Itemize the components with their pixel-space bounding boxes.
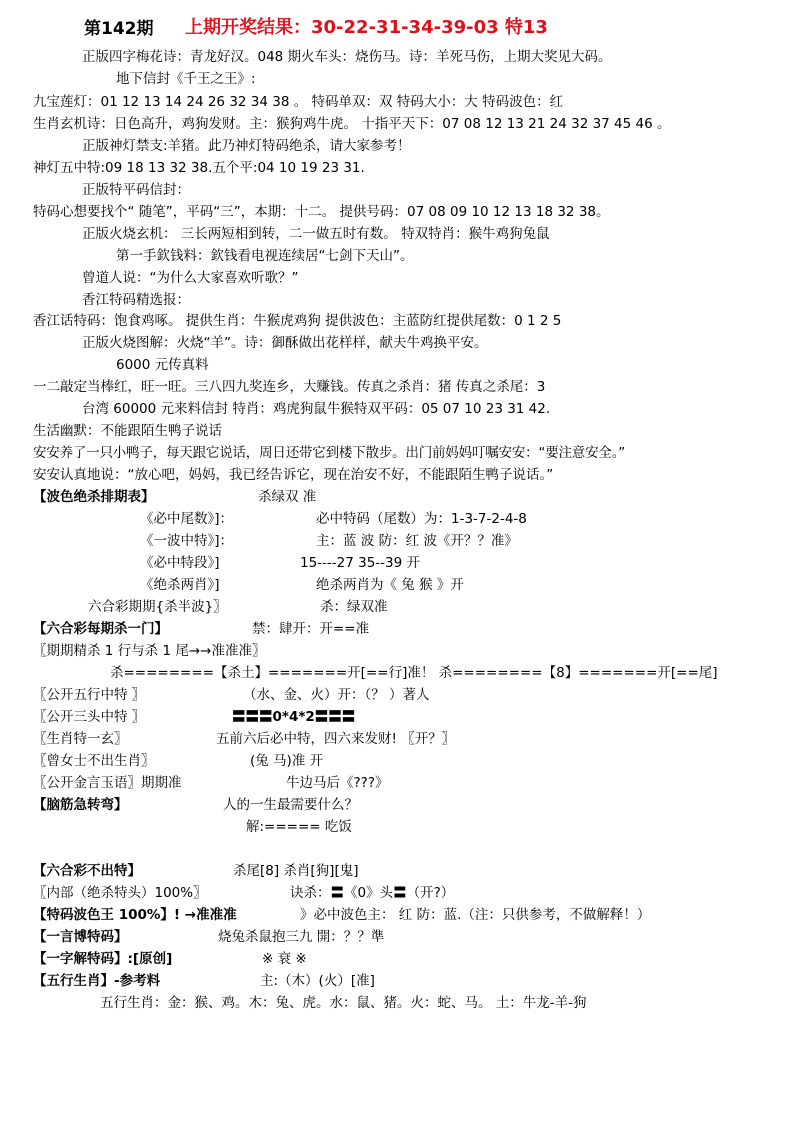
five-zodiac-heading: 【五行生肖】-参考料 (33, 973, 161, 989)
lotus-lamp-line: 九宝莲灯：01 12 13 14 24 26 32 34 38 。 特码单双：双 特码大小：大 特码波色：红 (33, 94, 564, 110)
five-element-value: （水、金、火）开：（？ ）著人 (243, 687, 430, 703)
segment-label: 《必中特段》] (140, 555, 220, 571)
zodiac-poem-line: 生肖玄机诗：日色高升，鸡狗发财。主：猴狗鸡牛虎。 十指平天下：07 08 12 13 21 24 32 37 45 46 。 (33, 116, 671, 132)
essay-line: 特码心想要找个“ 随笔”，平码“三”，本期：十二。 提供号码：07 08 09 10 12 13 18 32 38。 (33, 204, 610, 220)
five-element-label: 〖公开五行中特 〗 (33, 687, 146, 703)
riddle-question: 人的一生最需要什么？ (223, 797, 358, 813)
kill-door-value: 禁：肆开：开==准 (252, 621, 370, 637)
wave-value: 主：蓝 波 防：红 波《开？？准》 (316, 533, 518, 549)
madam-zeng-label: 〖曾女士不出生肖〗 (33, 753, 155, 769)
color-kill-heading: 【波色绝杀排期表】 (33, 489, 155, 505)
internal-kill-label: 〖内部（绝杀特头）100%〗 (33, 885, 207, 901)
envelope-line: 地下信封《千王之王》: (116, 71, 256, 87)
god-lamp-five-line: 神灯五中特:09 18 13 32 38.五个平:04 10 19 23 31. (33, 160, 365, 176)
golden-words-value: 牛边马后《???》 (286, 775, 389, 791)
hk-talk-line: 香江话特码：饱食鸡啄。 提供生肖：牛猴虎鸡狗 提供波色：主蓝防红提供尾数：0 1 2 5 (33, 313, 562, 329)
tail-value: 必中特码（尾数）为：1-3-7-2-4-8 (316, 511, 527, 527)
one-word-heading: 【一言博特码】 (33, 929, 128, 945)
humor-story-line-2: 安安认真地说：“放心吧，妈妈，我已经告诉它，现在治安不好，不能跟陌生鸭子说话。” (33, 467, 554, 483)
kill-two-label: 《绝杀两肖》] (140, 577, 220, 593)
riddle-answer: 解:===== 吃饭 (246, 819, 352, 835)
fax-content-line: 一二敲定当棒红，旺一旺。三八四九奖连乡，大赚钱。传真之杀肖：猪 传真之杀尾：3 (33, 379, 546, 395)
color-kill-value: 杀绿双 准 (258, 489, 317, 505)
god-lamp-ban-line: 正版神灯禁支:羊猪。此乃神灯特码绝杀，请大家参考！ (82, 138, 411, 154)
no-special-heading: 【六合彩不出特】 (33, 863, 141, 879)
five-zodiac-list: 五行生肖：金：猴、鸡。木：兔、虎。水：鼠、猪。火：蛇、马。 土：牛龙-羊-狗 (100, 995, 587, 1011)
fax-title-line: 6000 元传真料 (116, 357, 209, 373)
golden-words-label: 〖公开金言玉语〗期期准 (33, 775, 182, 791)
no-special-value: 杀尾[8] 杀肖[狗][鬼] (233, 863, 359, 879)
humor-story-line: 安安养了一只小鸭子，每天跟它说话，周日还带它到楼下散步。出门前妈妈叮嘱安安：“要注意安全。” (33, 445, 626, 461)
last-draw-result: 上期开奖结果：30-22-31-34-39-03 特13 (185, 17, 548, 38)
one-char-value: ※ 衰 ※ (262, 951, 307, 967)
fire-diagram-line: 正版火烧图解：火烧“羊”。诗：御酥做出花样样，献夫牛鸡换平安。 (82, 335, 488, 351)
five-zodiac-value: 主:（木）(火）[准] (260, 973, 375, 989)
kill-door-heading: 【六合彩每期杀一门】 (33, 621, 168, 637)
plum-poem-line: 正版四字梅花诗：青龙好汉。048 期火车头：烧伤马。诗：羊死马伤，上期大奖见大码。 (82, 49, 612, 65)
tail-label: 《必中尾数》]： (140, 511, 234, 527)
half-wave-value: 杀：绿双准 (320, 599, 388, 615)
riddle-heading: 【脑筋急转弯】 (33, 797, 128, 813)
taiwan-envelope-line: 台湾 60000 元来料信封 特肖：鸡虎狗鼠牛猴特双平码：05 07 10 23 31 42. (82, 401, 551, 417)
three-head-label: 〖公开三头中特 〗 (33, 709, 146, 725)
segment-value: 15----27 35--39 开 (300, 555, 421, 571)
madam-zeng-value: (兔 马)准 开 (250, 753, 324, 769)
wave-label: 《一波中特》]： (140, 533, 234, 549)
earth-kill-line: 杀========【杀土】=======开[==行]准！ 杀========【8】=======开[==尾] (110, 665, 718, 681)
taoist-line: 曾道人说：“为什么大家喜欢听歌？” (82, 270, 299, 286)
row-tail-kill-line: 〖期期精杀 1 行与杀 1 尾→→准准准〗 (33, 643, 266, 659)
one-char-heading: 【一字解特码】:[原创] (33, 951, 173, 967)
three-head-value: 〓〓〓0*4*2〓〓〓 (232, 709, 356, 725)
kill-two-value: 绝杀两肖为《 兔 猴 》开 (316, 577, 464, 593)
first-hand-line: 第一手欽钱料：欽钱看电视连续居“七剑下天山”。 (116, 248, 414, 264)
issue-number: 第142期 (84, 19, 154, 39)
wave-king-heading: 【特码波色王 100%】! →准准准 (33, 907, 237, 923)
hk-report-line: 香江特码精选报： (82, 292, 190, 308)
fire-mystery-line: 正版火烧玄机： 三长两短相到转，二一做五时有数。 特双特肖：猴牛鸡狗兔鼠 (82, 226, 550, 242)
zodiac-mystery-value: 五前六后必中特，四六来发财! 〖开？〗 (216, 731, 456, 747)
humor-title-line: 生活幽默：不能跟陌生鸭子说话 (33, 423, 222, 439)
special-envelope-line: 正版特平码信封： (82, 182, 190, 198)
zodiac-mystery-label: 〖生肖特一玄〗 (33, 731, 128, 747)
one-word-value: 烧兔杀鼠抱三九 開：？？準 (218, 929, 385, 945)
internal-kill-value: 诀杀：〓《0》头〓（开?） (290, 885, 455, 901)
half-wave-label: 六合彩期期{杀半波}〗 (88, 599, 227, 615)
wave-king-value: 》必中波色主： 红 防：蓝.（注：只供参考，不做解释！） (300, 907, 651, 923)
